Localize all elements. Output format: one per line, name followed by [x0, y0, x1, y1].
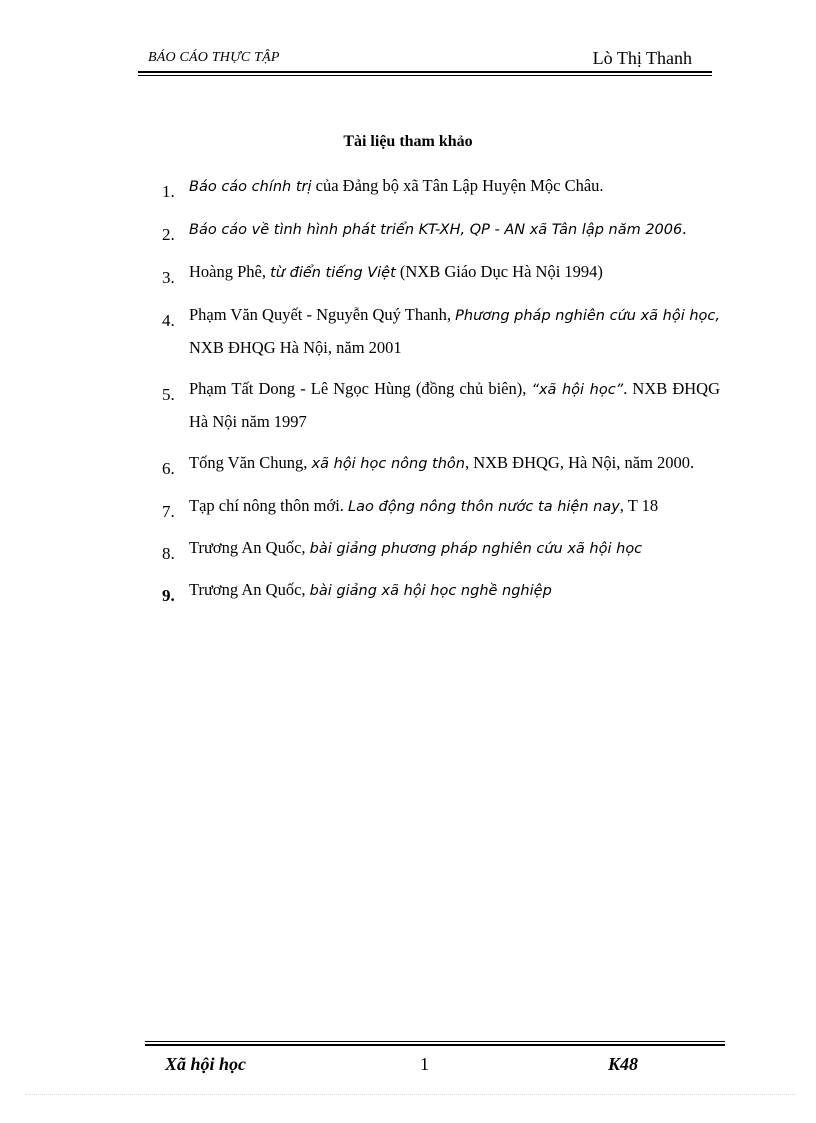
reference-title: bài giảng phương pháp nghiên cứu xã hội học [309, 541, 643, 557]
footer-class: K48 [608, 1054, 639, 1074]
reference-item [160, 170, 720, 203]
reference-item [160, 256, 720, 289]
page-header [138, 48, 712, 72]
header-rule-thick [138, 71, 712, 73]
page-title: Tài liệu tham khảo [343, 133, 473, 150]
reference-text: (NXB Giáo Dục Hà Nội 1994) [395, 262, 603, 281]
reference-item [160, 574, 720, 607]
reference-number: 7. [162, 502, 175, 521]
reference-text: Trương An Quốc, [189, 580, 310, 599]
reference-text: Tạp chí nông thôn mới. [189, 496, 349, 515]
reference-title: Phương pháp nghiên cứu xã hội học, [455, 308, 720, 324]
reference-text: Trương An Quốc, [189, 538, 310, 557]
reference-number: 9. [162, 586, 175, 605]
reference-title: Lao động nông thôn nước ta hiện nay [348, 499, 620, 515]
reference-list [160, 170, 720, 616]
reference-number: 4. [162, 311, 175, 330]
page-number: 1 [420, 1054, 429, 1074]
reference-number: 2. [162, 225, 175, 244]
reference-text: . NXB ĐHQG Hà Nội năm 1997 [189, 379, 720, 431]
reference-number: 3. [162, 268, 175, 287]
reference-title: từ điển tiếng Việt [270, 265, 396, 281]
reference-text: Phạm Tất Dong - Lê Ngọc Hùng (đồng chủ biên), [189, 379, 532, 398]
header-title: BÁO CÁO THỰC TẬP [148, 50, 280, 65]
reference-text: Phạm Văn Quyết - Nguyễn Quý Thanh, [189, 305, 456, 324]
reference-number: 6. [162, 459, 175, 478]
reference-item [160, 373, 720, 437]
reference-text: Tống Văn Chung, [189, 453, 312, 472]
page-footer [145, 1052, 725, 1078]
header-author: Lò Thị Thanh [592, 48, 692, 68]
reference-number: 8. [162, 544, 175, 563]
reference-text: Hoàng Phê, [189, 262, 271, 281]
reference-title: bài giảng xã hội học nghề nghiệp [309, 583, 552, 599]
page-edge-dots [25, 1094, 795, 1095]
reference-number: 1. [162, 182, 175, 201]
footer-subject: Xã hội học [165, 1054, 247, 1074]
header-rule-thin [138, 75, 712, 76]
reference-item [160, 447, 720, 480]
reference-title: xã hội học nông thôn [311, 456, 465, 472]
reference-text: NXB ĐHQG Hà Nội, năm 2001 [189, 338, 402, 357]
reference-item [160, 299, 720, 363]
reference-item [160, 532, 720, 565]
reference-number: 5. [162, 385, 175, 404]
reference-text: . [682, 219, 687, 238]
reference-title: Báo cáo về tình hình phát triển KT-XH, QP - AN xã Tân lập năm 2006 [189, 222, 683, 238]
reference-text: , NXB ĐHQG, Hà Nội, năm 2000. [464, 453, 695, 472]
reference-item [160, 213, 720, 246]
reference-text: , T 18 [619, 496, 659, 515]
footer-rule-thick [145, 1044, 725, 1046]
reference-title: Báo cáo chính trị [189, 179, 312, 195]
reference-item [160, 490, 720, 523]
reference-title: “xã hội học” [531, 382, 624, 398]
footer-rule-thin [145, 1041, 725, 1042]
reference-text: của Đảng bộ xã Tân Lập Huyện Mộc Châu. [311, 176, 604, 195]
